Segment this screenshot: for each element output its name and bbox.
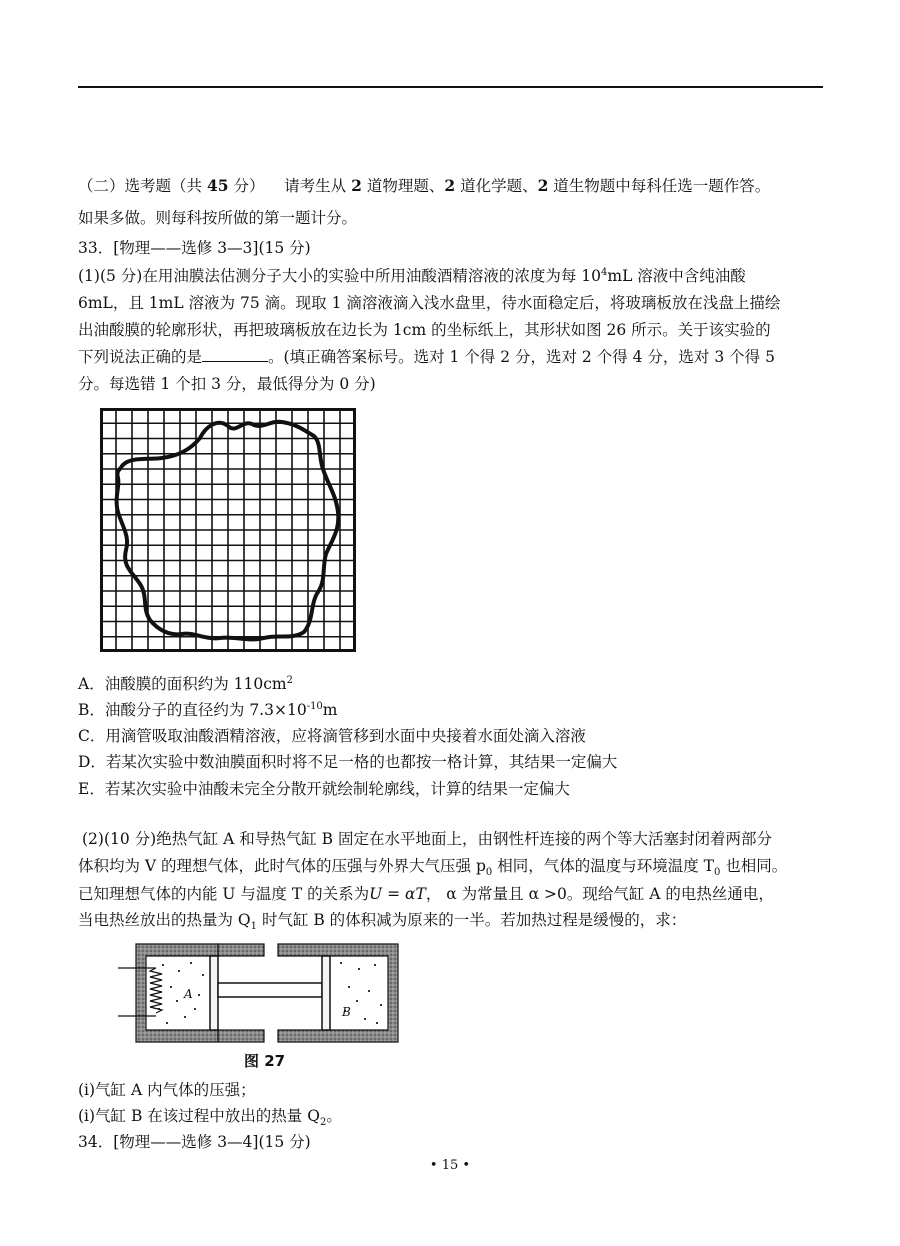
sub-question-i: (i)气缸 A 内气体的压强； (78, 1081, 256, 1099)
section-score: 45 (206, 176, 229, 195)
header-rule (78, 86, 823, 88)
text-span: 。(填正确答案标号。选对 1 个得 2 分，选对 2 个得 4 分，选对 3 个得 5 (268, 348, 775, 366)
gas-a-particles (158, 962, 204, 1024)
q33-part2-line2 (78, 856, 788, 879)
text-span: 下列说法正确的是 (78, 348, 203, 366)
superscript: -10 (306, 700, 323, 712)
figure-27-caption: 图 27 (244, 1052, 286, 1070)
figure-26-grid (100, 408, 356, 652)
q33-part2-line4 (78, 910, 687, 933)
label-b: B (342, 1005, 351, 1019)
cylinder-a-rim-bottom (218, 1030, 264, 1042)
piston-b (322, 956, 330, 1030)
text-span: 当电热丝放出的热量为 Q (78, 911, 251, 929)
option-d: D．若某次实验中数油膜面积时将不足一格的也都按一格计算，其结果一定偏大 (78, 753, 618, 771)
option-c: C．用滴管吸取油酸酒精溶液，应将滴管移到水面中央接着水面处滴入溶液 (78, 727, 586, 745)
subscript: 0 (485, 867, 493, 879)
option-e: E．若某次实验中油酸未完全分散开就绘制轮廓线，计算的结果一定偏大 (78, 780, 570, 798)
count-chemistry: 2 (444, 176, 456, 195)
text-span: m (322, 701, 338, 719)
connecting-rod (218, 983, 322, 997)
text-span: 。 (326, 1107, 342, 1125)
energy-formula: U = αT (369, 885, 426, 903)
text-span: mL 溶液中含纯油酸 (607, 267, 746, 285)
superscript: 2 (286, 674, 293, 686)
q33-part2-line3 (78, 884, 774, 904)
section-title: （二）选考题（共 (78, 177, 207, 195)
figure-27-cylinders (118, 938, 404, 1072)
text-span: B．油酸分子的直径约为 7.3×10 (78, 701, 307, 719)
text-span: 已知理想气体的内能 U 与温度 T 的关系为 (78, 885, 370, 903)
superscript: 4 (601, 266, 608, 278)
text-span: (1)(5 分)在用油膜法估测分子大小的实验中所用油酸酒精溶液的浓度为每 10 (78, 267, 601, 285)
text-span: A．油酸膜的面积约为 110cm (78, 675, 287, 693)
cylinder-a-rim-top (218, 944, 264, 956)
subscript: 0 (713, 867, 721, 879)
instruction-text: 道化学题、 (455, 177, 538, 195)
q33-part1-line3: 出油酸膜的轮廓形状，再把玻璃板放在边长为 1cm 的坐标纸上，其形状如图 26 所示。关于该实验的 (78, 321, 771, 339)
section-heading (78, 176, 770, 196)
text-span: 也相同。 (720, 857, 788, 875)
q33-header: 33．[物理——选修 3—3](15 分) (78, 239, 311, 257)
cylinder-a-wall (136, 944, 218, 1042)
label-a: A (184, 987, 193, 1001)
sub-question-ii (78, 1106, 342, 1129)
q34-header: 34．[物理——选修 3—4](15 分) (78, 1133, 311, 1151)
text-span: 时气缸 B 的体积减为原来的一半。若加热过程是缓慢的，求： (257, 911, 687, 929)
option-a (78, 674, 293, 694)
q33-part1-line5: 分。每选错 1 个扣 3 分，最低得分为 0 分) (78, 375, 376, 393)
instruction-text: 道生物题中每科任选一题作答。 (548, 177, 771, 195)
text-span: (i)气缸 B 在该过程中放出的热量 Q (78, 1107, 320, 1125)
option-b (78, 700, 338, 720)
text-span: 体积均为 V 的理想气体，此时气体的压强与外界大气压强 p (78, 857, 486, 875)
text-span: ， α 为常量且 α >0。现给气缸 A 的电热丝通电， (425, 885, 774, 903)
instruction-text: 请考生从 (284, 177, 352, 195)
subscript: 2 (319, 1117, 327, 1129)
text-span: 相同，气体的温度与环境温度 T (492, 857, 714, 875)
count-physics: 2 (351, 176, 362, 195)
heating-coil (146, 968, 162, 1016)
instruction-text: 道物理题、 (361, 177, 445, 195)
piston-a (210, 956, 218, 1030)
q33-part1-line1 (78, 266, 746, 286)
q33-part1-line4 (78, 347, 775, 367)
answer-blank (202, 347, 268, 362)
q33-part2-line1: (2)(10 分)绝热气缸 A 和导热气缸 B 固定在水平地面上，由钢性杆连接的两个等大活塞封闭着两部分 (82, 830, 772, 848)
count-biology: 2 (537, 176, 549, 195)
section-title-end: 分） (228, 177, 265, 195)
section-note: 如果多做。则每科按所做的第一题计分。 (78, 209, 358, 227)
q33-part1-line2: 6mL，且 1mL 溶液为 75 滴。现取 1 滴溶液滴入浅水盘里，待水面稳定后，将玻璃板放在浅盘上描绘 (78, 294, 781, 312)
subscript: 1 (250, 921, 258, 933)
page-number: • 15 • (429, 1158, 471, 1173)
